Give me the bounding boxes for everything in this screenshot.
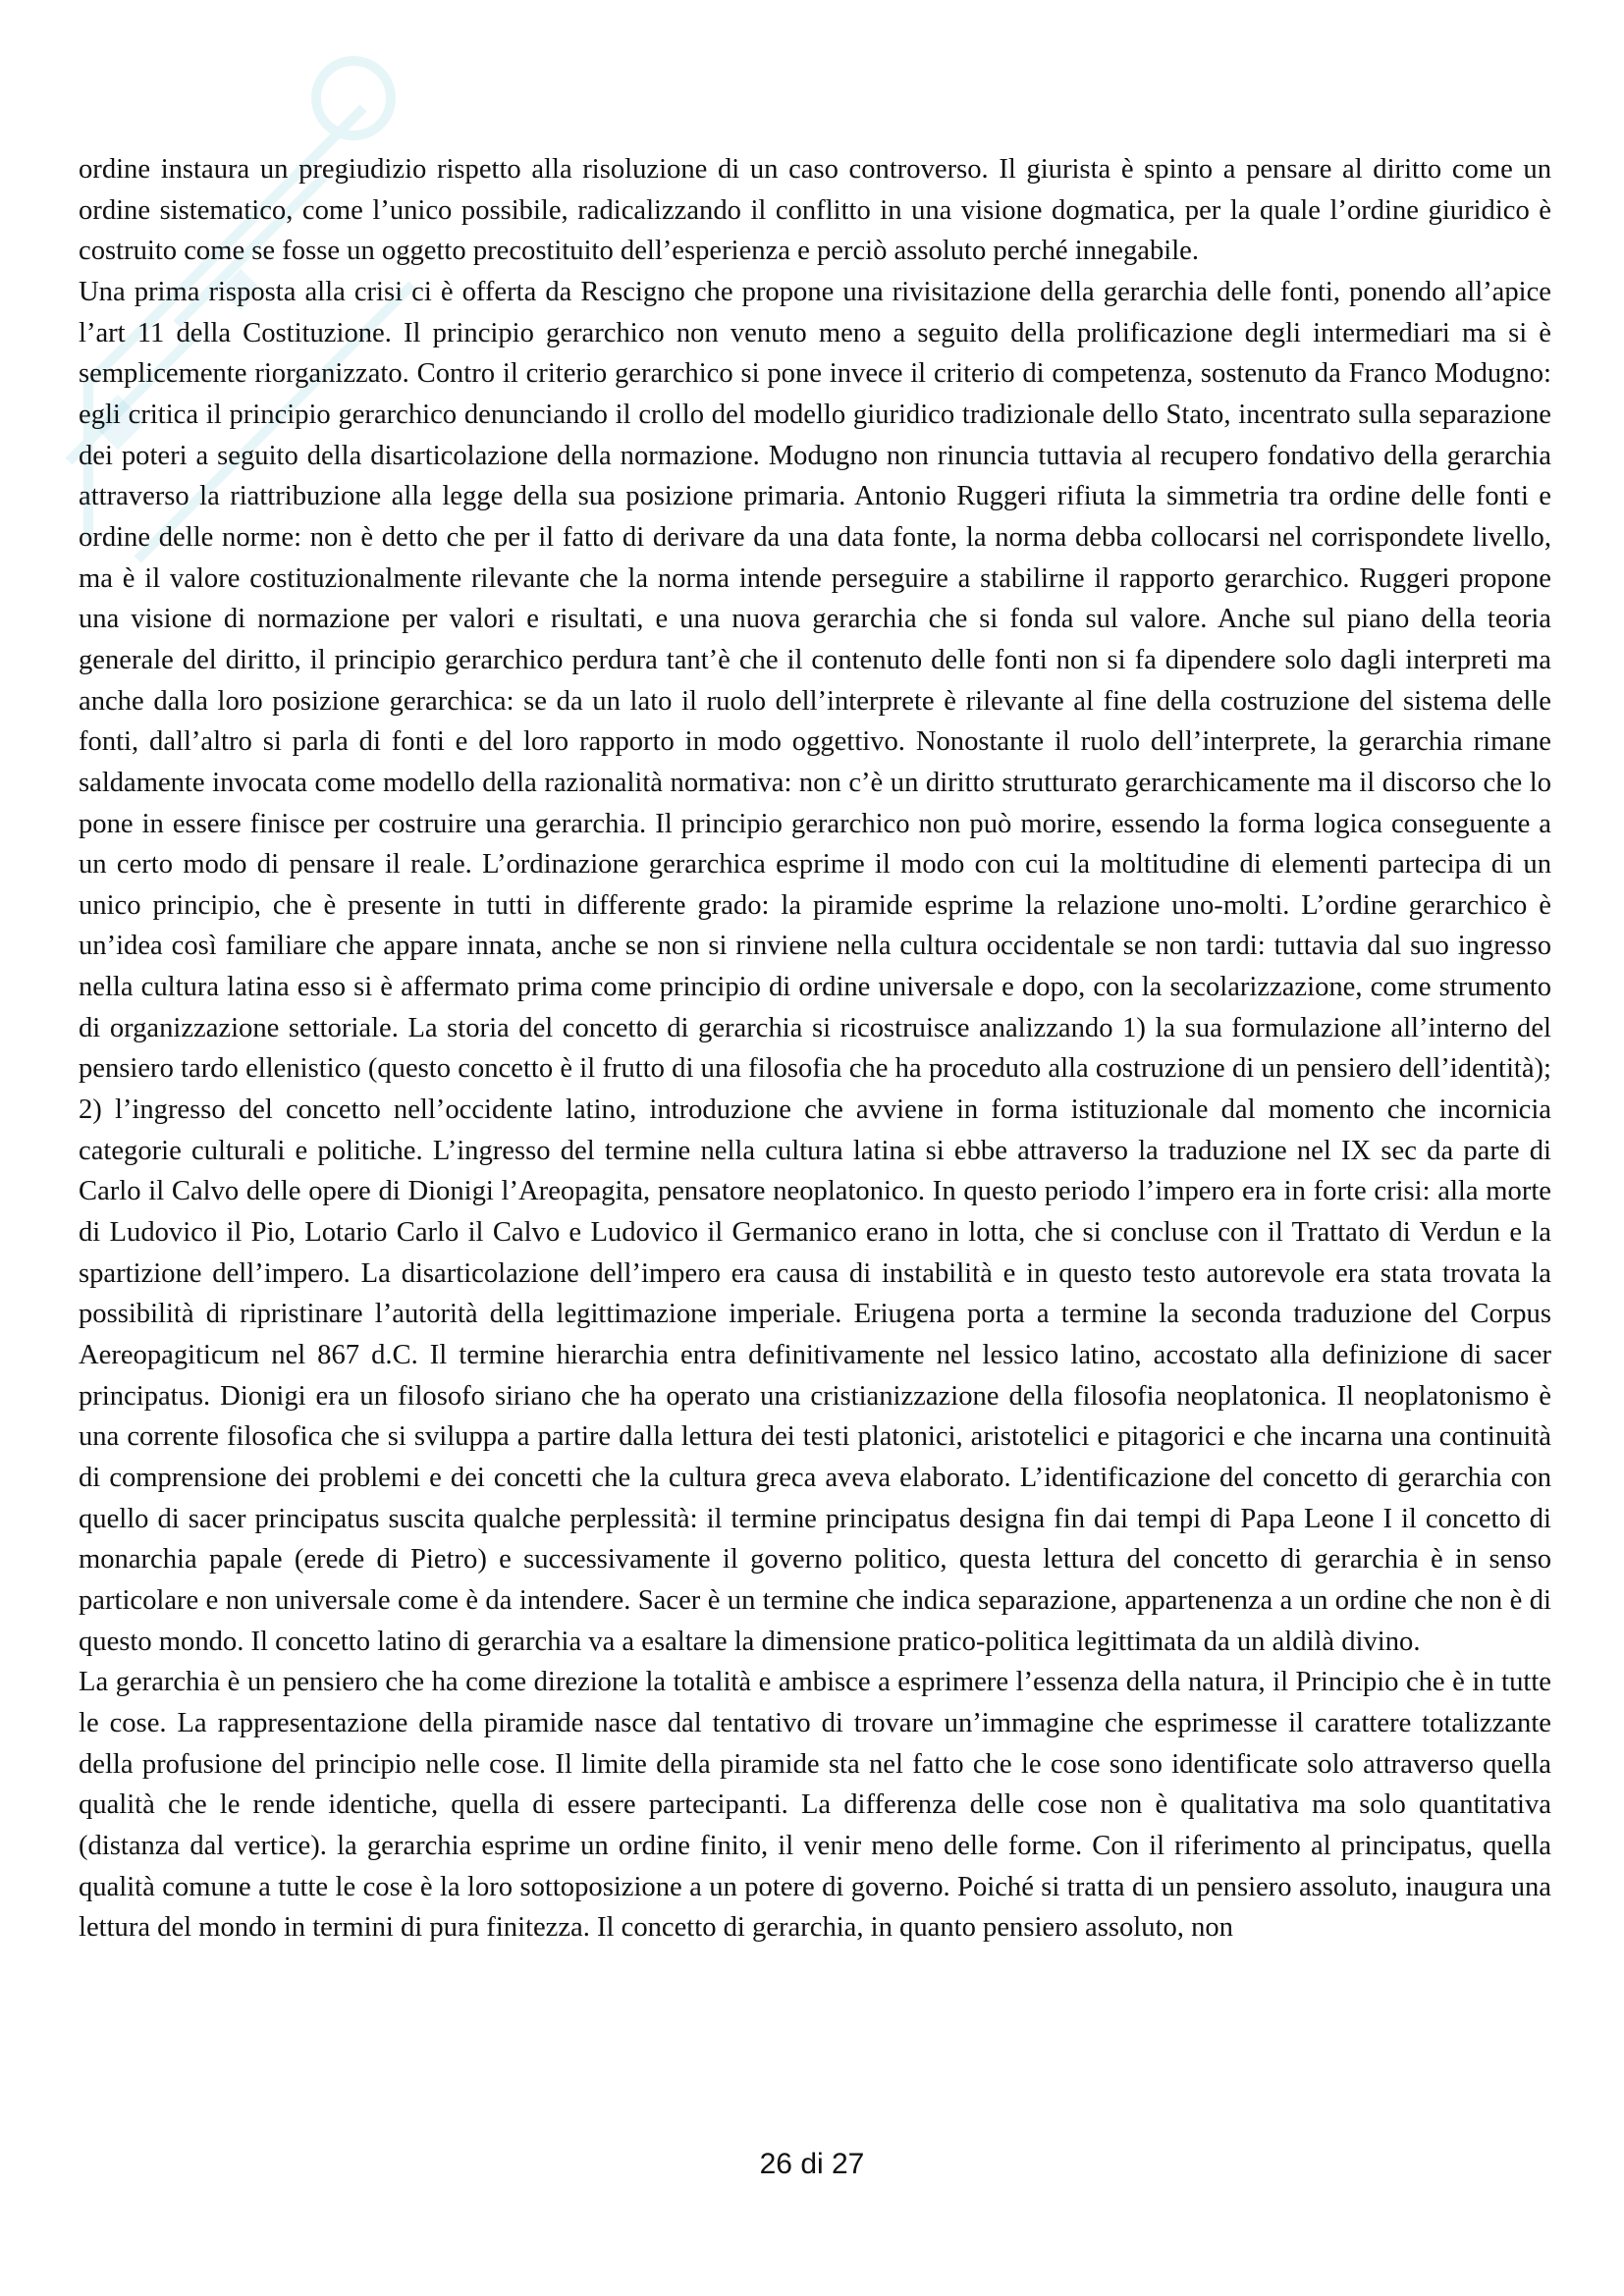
paragraph-3: La gerarchia è un pensiero che ha come direzione la totalità e ambisce a esprimere l’essenza della natura, il Principio che è in tutte le cose. La rappresentazione della piramide nasce dal tentativo di trovare un’immagine che esprimesse il carattere totalizzante della profusione del principio nelle cose. Il limite della piramide sta nel fatto che le cose sono identificate solo attraverso quella qualità che le rende identiche, quella di essere partecipanti. La differenza delle cose non è qualitativa ma solo quantitativa (distanza dal vertice). la gerarchia esprime un ordine finito, il venir meno delle forme. Con il riferimento al principatus, quella qualità comune a tutte le cose è la loro sottoposizione a un potere di governo. Poiché si tratta di un pensiero assoluto, inaugura una lettura del mondo in termini di pura finitezza. Il concetto di gerarchia, in quanto pensiero assoluto, non xyxy=(79,1667,1551,1944)
document-body xyxy=(79,149,1551,1949)
paragraph-2: Una prima risposta alla crisi ci è offerta da Rescigno che propone una rivisitazione della gerarchia delle fonti, ponendo all’apice l’art 11 della Costituzione. Il principio gerarchico non venuto meno a seguito della prolificazione degli intermediari ma si è semplicemente riorganizzato. Contro il criterio gerarchico si pone invece il criterio di competenza, sostenuto da Franco Modugno: egli critica il principio gerarchico denunciando il crollo del modello giuridico tradizionale dello Stato, incentrato sulla separazione dei poteri a seguito della disarticolazione della normazione. Modugno non rinuncia tuttavia al recupero fondativo della gerarchia attraverso la riattribuzione alla legge della sua posizione primaria. Antonio Ruggeri rifiuta la simmetria tra ordine delle fonti e ordine delle norme: non è detto che per il fatto di derivare da una data fonte, la norma debba collocarsi nel corrispondete livello, ma è il valore costituzionalmente rilevante che la norma intende perseguire a stabilirne il rapporto gerarchico. Ruggeri propone una visione di normazione per valori e risultati, e una nuova gerarchia che si fonda sul valore. Anche sul piano della teoria generale del diritto, il principio gerarchico perdura tant’è che il contenuto delle fonti non si fa dipendere solo dagli interpreti ma anche dalla loro posizione gerarchica: se da un lato il ruolo dell’interprete è rilevante al fine della costruzione del sistema delle fonti, dall’altro si parla di fonti e del loro rapporto in modo oggettivo. Nonostante il ruolo dell’interprete, la gerarchia rimane saldamente invocata come modello della razionalità normativa: non c’è un diritto strutturato gerarchicamente ma il discorso che lo pone in essere finisce per costruire una gerarchia. Il principio gerarchico non può morire, essendo la forma logica conseguente a un certo modo di pensare il reale. L’ordinazione gerarchica esprime il modo con cui la moltitudine di elementi partecipa di un unico principio, che è presente in tutti in differente grado: la piramide esprime la relazione uno-molti. L’ordine gerarchico è un’idea così familiare che appare innata, anche se non si rinviene nella cultura occidentale se non tardi: tuttavia dal suo ingresso nella cultura latina esso si è affermato prima come principio di ordine universale e dopo, con la secolarizzazione, come strumento di organizzazione settoriale. La storia del concetto di gerarchia si ricostruisce analizzando 1) la sua formulazione all’interno del pensiero tardo ellenistico (questo concetto è il frutto di una filosofia che ha proceduto alla costruzione di un pensiero dell’identità); 2) l’ingresso del concetto nell’occidente latino, introduzione che avviene in forma istituzionale dal momento che incornicia categorie culturali e politiche. L’ingresso del termine nella cultura latina si ebbe attraverso la traduzione nel IX sec da parte di Carlo il Calvo delle opere di Dionigi l’Areopagita, pensatore neoplatonico. In questo periodo l’impero era in forte crisi: alla morte di Ludovico il Pio, Lotario Carlo il Calvo e Ludovico il Germanico erano in lotta, che si concluse con il Trattato di Verdun e la spartizione dell’impero. La disarticolazione dell’impero era causa di instabilità e in questo testo autorevole era stata trovata la possibilità di ripristinare l’autorità della legittimazione imperiale. Eriugena porta a termine la seconda traduzione del Corpus Aereopagiticum nel 867 d.C. Il termine hierarchia entra definitivamente nel lessico latino, accostato alla definizione di sacer principatus. Dionigi era un filosofo siriano che ha operato una cristianizzazione della filosofia neoplatonica. Il neoplatonismo è una corrente filosofica che si sviluppa a partire dalla lettura dei testi platonici, aristotelici e pitagorici e che incarna una continuità di comprensione dei problemi e dei concetti che la cultura greca aveva elaborato. L’identificazione del concetto di gerarchia con quello di sacer principatus suscita qualche perplessità: il termine principatus designa fin dai tempi di Papa Leone I il concetto di monarchia papale (erede di Pietro) e successivamente il governo politico, questa lettura del concetto di gerarchia è in senso particolare e non universale come è da intendere. Sacer è un termine che indica separazione, appartenenza a un ordine che non è di questo mondo. Il concetto latino di gerarchia va a esaltare la dimensione pratico-politica legittimata da un aldilà divino. xyxy=(79,276,1551,1657)
page-number: 26 di 27 xyxy=(759,2148,865,2180)
paragraph-1: ordine instaura un pregiudizio rispetto alla risoluzione di un caso controverso. Il giurista è spinto a pensare al diritto come un ordine sistematico, come l’unico possibile, radicalizzando il conflitto in una visione dogmatica, per la quale l’ordine giuridico è costruito come se fosse un oggetto precostituito dell’esperienza e perciò assoluto perché innegabile. xyxy=(79,154,1551,267)
